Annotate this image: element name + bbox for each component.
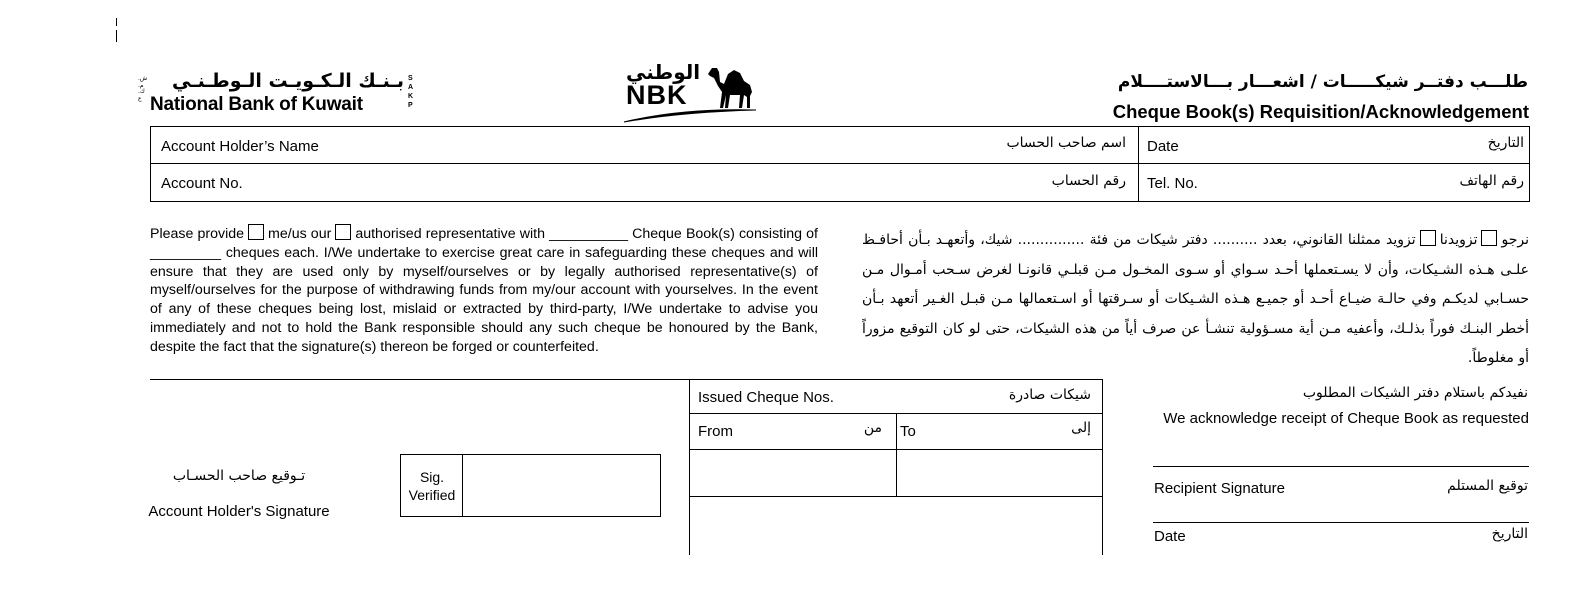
sig-verified-field[interactable]	[465, 457, 657, 514]
request-en-part1: Please provide	[150, 226, 245, 242]
recipient-date-label-ar: التاريخ	[1491, 526, 1528, 542]
recipient-signature-field[interactable]	[1153, 430, 1529, 464]
from-field[interactable]	[692, 452, 892, 493]
to-label-ar: إلى	[1071, 420, 1091, 436]
info-table-divider	[150, 163, 1530, 164]
tel-no-label: Tel. No.	[1147, 175, 1198, 192]
issued-cheque-label: Issued Cheque Nos.	[698, 389, 834, 406]
to-field[interactable]	[899, 452, 1099, 493]
issued-col-divider	[896, 413, 897, 496]
form-title-ar: طلـــب دفتــر شيكـــــات / اشعـــار بـــالاستــــلام	[1117, 72, 1528, 92]
recipient-signature-label-ar: توقيع المستلم	[1447, 478, 1528, 494]
sakp-label: SAKP	[408, 75, 414, 109]
form-title-en: Cheque Book(s) Requisition/Acknowledgement	[1112, 101, 1529, 122]
sakp-ar: ش.م.ك.ع	[138, 75, 148, 102]
request-en-part2: me/us our	[268, 226, 332, 242]
me-us-checkbox[interactable]	[248, 224, 264, 240]
account-holder-name-label: Account Holder’s Name	[161, 138, 319, 155]
holder-signature-label-ar: تـوقيع صاحب الحسـاب	[172, 468, 306, 484]
to-label: To	[900, 423, 916, 440]
issued-cheque-label-ar: شيكات صادرة	[1008, 387, 1091, 403]
logo-ar: الوطني	[626, 60, 701, 84]
bottom-section-top-rule	[150, 379, 1102, 380]
recipient-signature-label: Recipient Signature	[1154, 480, 1285, 497]
info-table-col-divider	[1138, 126, 1139, 202]
from-label-ar: من	[863, 420, 882, 436]
recipient-date-field[interactable]	[1200, 526, 1450, 550]
request-ar-part1: نرجو	[1501, 232, 1529, 248]
logo-swoosh	[622, 106, 758, 124]
sig-verified-label: Sig. Verified	[408, 469, 456, 503]
account-no-label-ar: رقم الحساب	[1051, 173, 1126, 189]
recipient-date-label: Date	[1154, 528, 1186, 545]
date-field[interactable]	[1190, 130, 1470, 160]
issued-row-divider-3	[689, 496, 1102, 497]
request-en-part3: authorised representative with __________ Cheque Book(s) consisting of _________ cheques each. I/We undertake to exercise great care in safeguarding these cheques and will ensure that they are used only by myself/ourselves or by legally authorised representative(s) of myself/ourselves for the purpose of withdrawing funds from my/our account with yourselves. In the event of any of these cheques being lost, mislaid or extracted by third-party, I/We undertake to advise you immediately and not to hold the Bank responsible should any such cheque be honoured by the Bank, despite the fact that the signature(s) thereon be forged or counterfeited.	[150, 226, 819, 355]
account-no-field[interactable]	[260, 167, 1040, 199]
bank-name-en: National Bank of Kuwait	[150, 94, 363, 115]
request-ar-part3: تزويد ممثلنا القانوني، بعدد .......... دفتر شيكات من فئة ............... شيك، وأتعهـد بـأن أحافـظ علـى هـذه الشـيكات، وأن لا يسـتعملها أحـد سـواي أو سـوى المخـول مـن قبلـي قانونـا لغرض سـحب أمـوال مـن حسـابي لديكـم وفي حالـة ضيـاع أحـد أو جميـع هـذه الشـيكات أو سـرقتها أو اسـتعمالها مـن قبـل الغـير أتعهد بـأن أخطر البنـك فوراً بذلـك، وأعفيه مـن أية مسـؤولية تنشـأ عن صرف أياً من هذه الشيكات، حتى لو كان التوقيع مزوراً أو مغلوطاً.	[862, 232, 1529, 366]
nbk-logo	[622, 60, 758, 124]
date-label: Date	[1147, 138, 1179, 155]
acknowledge-text-ar: نفيدكم باستلام دفتر الشيكات المطلوب	[1302, 385, 1528, 401]
tel-no-field[interactable]	[1210, 167, 1440, 199]
provide-representative-checkbox[interactable]	[1420, 230, 1436, 246]
logo-en: NBK	[626, 80, 688, 110]
from-label: From	[698, 423, 733, 440]
recipient-signature-line	[1153, 466, 1529, 467]
bank-name-ar: بـنـك الـكـويـت الـوطـنـي	[171, 70, 404, 92]
account-holder-name-field[interactable]	[340, 130, 980, 160]
tel-no-label-ar: رقم الهاتف	[1459, 173, 1524, 189]
acknowledge-text: We acknowledge receipt of Cheque Book as requested	[1163, 410, 1529, 427]
request-text-en	[150, 224, 818, 357]
request-ar-part2: تزويدنا	[1439, 232, 1478, 248]
crop-mark	[116, 30, 117, 42]
issued-left-border	[689, 379, 690, 555]
account-no-label: Account No.	[161, 175, 243, 192]
holder-signature-label: Account Holder's Signature	[148, 503, 330, 520]
sig-verified-divider	[462, 454, 463, 517]
camel-icon	[706, 62, 758, 108]
recipient-date-line	[1153, 522, 1529, 523]
representative-checkbox[interactable]	[335, 224, 351, 240]
crop-mark	[116, 18, 117, 26]
provide-us-checkbox[interactable]	[1481, 230, 1497, 246]
request-text-ar	[862, 226, 1529, 374]
account-holder-name-label-ar: اسم صاحب الحساب	[1006, 135, 1126, 151]
date-label-ar: التاريخ	[1487, 135, 1524, 151]
issued-right-border	[1102, 379, 1103, 555]
bank-name-block	[138, 70, 418, 118]
